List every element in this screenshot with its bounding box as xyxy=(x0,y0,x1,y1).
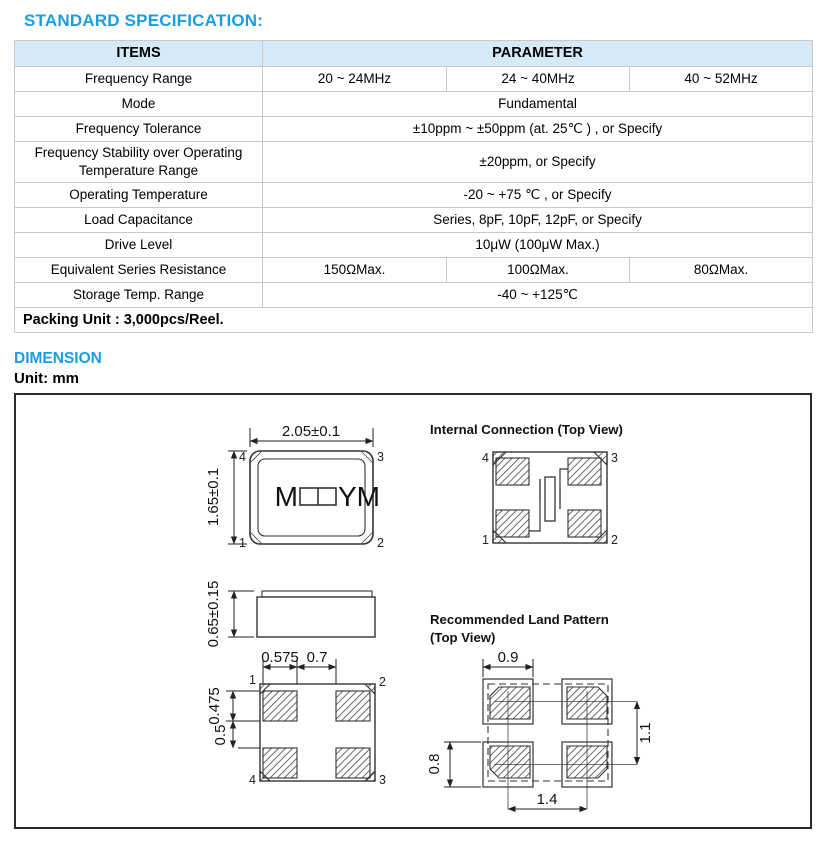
dim-label-package-width: 2.05±0.1 xyxy=(281,423,341,441)
table-row xyxy=(15,92,813,117)
pin-label: 1 xyxy=(482,533,489,548)
dim-label-land-height: 0.8 xyxy=(426,754,443,775)
bottom-view xyxy=(206,649,386,787)
dim-label-row-pitch: 1.1 xyxy=(637,723,654,744)
table-row xyxy=(15,233,813,258)
spec-cell-item: Frequency Range xyxy=(15,67,263,92)
spec-cell-value: Fundamental xyxy=(263,92,813,117)
spec-cell-item: Frequency Tolerance xyxy=(15,117,263,142)
dim-label-pad-vgap: 0.5 xyxy=(212,725,229,746)
table-row xyxy=(15,183,813,208)
spec-cell-item: Equivalent Series Resistance xyxy=(15,258,263,283)
marking-text-right: YM xyxy=(338,481,380,513)
spec-table xyxy=(14,40,813,333)
pin-label: 2 xyxy=(379,675,386,690)
spec-cell-value: Series, 8pF, 10pF, 12pF, or Specify xyxy=(263,208,813,233)
unit-label: Unit: mm xyxy=(14,370,79,388)
pin-label: 3 xyxy=(611,451,618,466)
spec-header-row xyxy=(15,41,813,67)
spec-cell-value: ±20ppm, or Specify xyxy=(263,142,813,183)
spec-cell-value: 20 ~ 24MHz xyxy=(263,67,447,92)
pin-label: 1 xyxy=(239,536,246,551)
spec-cell-item: Frequency Stability over Operating Temperature Range xyxy=(15,142,263,183)
spec-cell-value: 24 ~ 40MHz xyxy=(447,67,630,92)
dim-label-pad-width: 0.575 xyxy=(261,649,299,667)
pad-bottom-left xyxy=(496,510,529,537)
spec-cell-item: Load Capacitance xyxy=(15,208,263,233)
marking-text-left: M xyxy=(274,481,298,513)
spec-cell-item: Drive Level xyxy=(15,233,263,258)
pin-label: 3 xyxy=(379,773,386,788)
table-row xyxy=(15,258,813,283)
spec-cell-value: 10μW (100μW Max.) xyxy=(263,233,813,258)
spec-section-heading: STANDARD SPECIFICATION: xyxy=(24,11,264,30)
pad-bottom-left xyxy=(263,748,297,778)
pad-top-left xyxy=(490,687,530,719)
dim-label-pad-height: 0.475 xyxy=(206,687,223,726)
spec-cell-value: 80ΩMax. xyxy=(630,258,813,283)
col-header-items: ITEMS xyxy=(15,41,263,67)
dim-label-col-pitch: 1.4 xyxy=(536,791,558,809)
packing-unit-row xyxy=(15,308,813,333)
pin-label: 4 xyxy=(239,450,246,465)
pin-label: 1 xyxy=(249,673,256,688)
package-top-view xyxy=(205,423,384,550)
dim-label-thickness: 0.65±0.15 xyxy=(205,581,222,648)
spec-cell-item: Operating Temperature xyxy=(15,183,263,208)
spec-cell-value: ±10ppm ~ ±50ppm (at. 25℃ ) , or Specify xyxy=(263,117,813,142)
table-row xyxy=(15,117,813,142)
dimension-drawing xyxy=(16,395,810,827)
dim-label-pad-gap: 0.7 xyxy=(306,649,328,667)
pad-top-right xyxy=(568,458,601,485)
pad-bottom-left xyxy=(490,746,530,778)
dimension-box xyxy=(14,393,812,829)
internal-connection-figure xyxy=(430,422,623,547)
land-pattern-figure xyxy=(426,612,654,809)
spec-cell-value: -40 ~ +125℃ xyxy=(263,283,813,308)
table-row xyxy=(15,142,813,183)
table-row xyxy=(15,208,813,233)
pad-bottom-right xyxy=(336,748,370,778)
pin-label: 2 xyxy=(377,536,384,551)
pin-label: 4 xyxy=(482,451,489,466)
pin-label: 3 xyxy=(377,450,384,465)
pad-top-left xyxy=(496,458,529,485)
side-view xyxy=(205,581,375,648)
pad-bottom-right xyxy=(567,746,607,778)
datasheet-page xyxy=(0,11,826,829)
pad-top-right xyxy=(567,687,607,719)
spec-cell-value: -20 ~ +75 ℃ , or Specify xyxy=(263,183,813,208)
col-header-parameter: PARAMETER xyxy=(263,41,813,67)
pad-bottom-right xyxy=(568,510,601,537)
land-pattern-title: Recommended Land Pattern xyxy=(430,612,609,628)
table-row xyxy=(15,67,813,92)
pin-label: 2 xyxy=(611,533,618,548)
spec-cell-item: Storage Temp. Range xyxy=(15,283,263,308)
pin-label: 4 xyxy=(249,773,256,788)
internal-connection-title: Internal Connection (Top View) xyxy=(430,422,623,438)
spec-cell-value: 100ΩMax. xyxy=(447,258,630,283)
land-pattern-subtitle: (Top View) xyxy=(430,630,496,646)
spec-cell-value: 40 ~ 52MHz xyxy=(630,67,813,92)
dimension-section-heading: DIMENSION xyxy=(14,350,102,368)
packing-unit-text: Packing Unit : 3,000pcs/Reel. xyxy=(15,308,813,333)
pad-top-right xyxy=(336,691,370,721)
table-row xyxy=(15,283,813,308)
dim-label-land-width: 0.9 xyxy=(497,649,519,667)
spec-cell-item: Mode xyxy=(15,92,263,117)
dim-label-package-height: 1.65±0.1 xyxy=(205,468,222,527)
pad-top-left xyxy=(263,691,297,721)
spec-cell-value: 150ΩMax. xyxy=(263,258,447,283)
